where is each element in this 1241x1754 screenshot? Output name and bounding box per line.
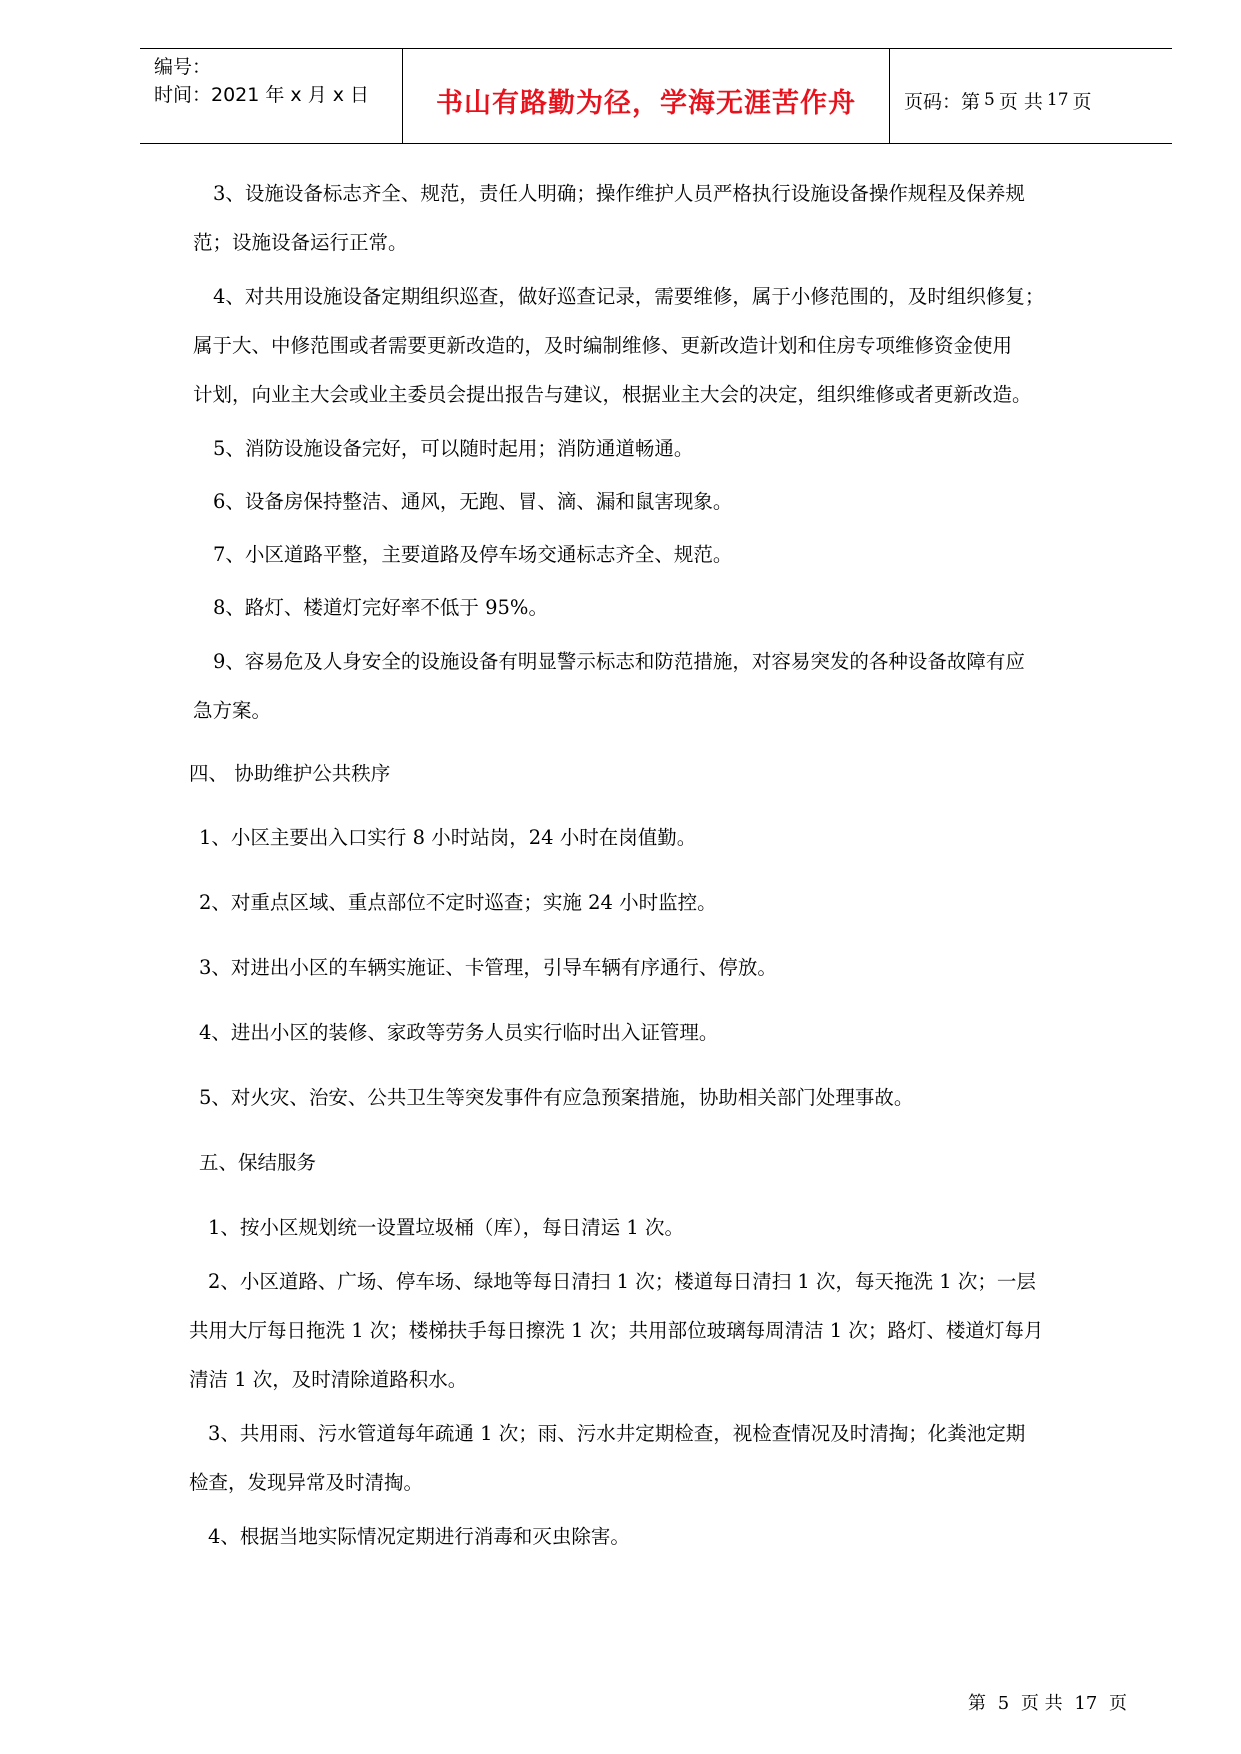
paragraph-line: 7、小区道路平整，主要道路及停车场交通标志齐全、规范。	[213, 543, 733, 566]
list-item: 1、按小区规划统一设置垃圾桶（库），每日清运 1 次。	[208, 1216, 684, 1239]
footer-page-current: 5	[997, 1693, 1010, 1714]
paragraph-line: 检查，发现异常及时清掏。	[189, 1471, 424, 1494]
header-motto: 书山有路勤为径，学海无涯苦作舟	[436, 87, 856, 119]
list-item: 2、对重点区域、重点部位不定时巡查；实施 24 小时监控。	[199, 891, 717, 914]
list-item: 3、对进出小区的车辆实施证、卡管理，引导车辆有序通行、停放。	[199, 956, 777, 979]
paragraph-line: 共用大厅每日拖洗 1 次；楼梯扶手每日擦洗 1 次；共用部位玻璃每周清洁 1 次；路灯、楼道灯每月	[189, 1319, 1044, 1342]
page-footer	[968, 1689, 1127, 1715]
list-item: 4、根据当地实际情况定期进行消毒和灭虫除害。	[208, 1525, 630, 1548]
paragraph-line: 3、共用雨、污水管道每年疏通 1 次；雨、污水井定期检查，视检查情况及时清掏；化粪池定期	[208, 1422, 1026, 1445]
page-code-suffix: 页	[1072, 90, 1092, 113]
paragraph-line: 2、小区道路、广场、停车场、绿地等每日清扫 1 次；楼道每日清扫 1 次，每天拖洗 1 次；一层	[208, 1270, 1036, 1293]
section-heading: 五、保结服务	[199, 1151, 317, 1174]
list-item: 4、进出小区的装修、家政等劳务人员实行临时出入证管理。	[199, 1021, 719, 1044]
paragraph-line: 5、消防设施设备完好，可以随时起用；消防通道畅通。	[213, 437, 694, 460]
list-item: 5、对火灾、治安、公共卫生等突发事件有应急预案措施，协助相关部门处理事故。	[199, 1086, 914, 1109]
paragraph-line: 9、容易危及人身安全的设施设备有明显警示标志和防范措施，对容易突发的各种设备故障有应	[213, 650, 1025, 673]
page-code-prefix: 页码：第	[904, 90, 981, 113]
paragraph-line: 3、设施设备标志齐全、规范，责任人明确；操作维护人员严格执行设施设备操作规程及保养规	[213, 182, 1025, 205]
section-heading: 四、 协助维护公共秩序	[189, 762, 391, 785]
footer-mid: 页 共	[1020, 1693, 1063, 1714]
header-page-code	[904, 49, 1092, 143]
paragraph-line: 4、对共用设施设备定期组织巡查，做好巡查记录，需要维修，属于小修范围的，及时组织修复；	[213, 285, 1045, 308]
footer-suffix: 页	[1109, 1693, 1128, 1714]
list-item: 1、小区主要出入口实行 8 小时站岗，24 小时在岗值勤。	[199, 826, 697, 849]
serial-number-label: 编号：	[154, 56, 212, 78]
paragraph-line: 6、设备房保持整洁、通风，无跑、冒、滴、漏和鼠害现象。	[213, 490, 733, 513]
document-header	[140, 48, 1172, 144]
paragraph-line: 清洁 1 次，及时清除道路积水。	[189, 1368, 468, 1391]
page-code-mid: 页 共	[998, 90, 1043, 113]
page-code-current: 5	[984, 90, 995, 110]
paragraph-line: 范；设施设备运行正常。	[193, 231, 408, 254]
header-meta	[154, 53, 369, 109]
time-label: 时间：2021 年 x 月 x 日	[154, 84, 370, 106]
paragraph-line: 急方案。	[193, 699, 272, 722]
paragraph-line: 属于大、中修范围或者需要更新改造的，及时编制维修、更新改造计划和住房专项维修资金使用	[193, 334, 1013, 357]
footer-page-total: 17	[1074, 1693, 1098, 1714]
footer-prefix: 第	[968, 1693, 986, 1714]
paragraph-line: 计划，向业主大会或业主委员会提出报告与建议，根据业主大会的决定，组织维修或者更新改造。	[193, 383, 1032, 406]
paragraph-line: 8、路灯、楼道灯完好率不低于 95%。	[213, 596, 548, 619]
header-divider-2	[889, 49, 890, 143]
page-code-total: 17	[1046, 90, 1069, 110]
